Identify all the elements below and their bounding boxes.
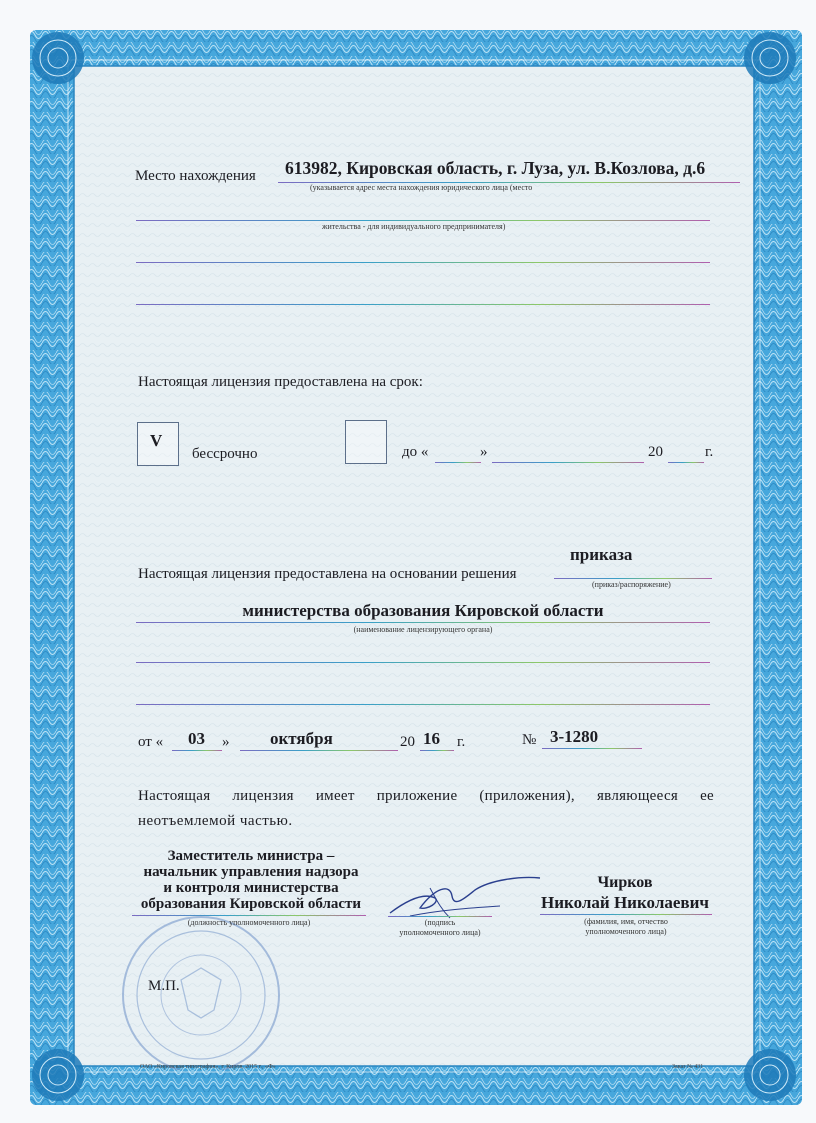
name-hint-1: (фамилия, имя, отчество — [584, 917, 668, 926]
order-note: Заказ № 431 — [672, 1064, 704, 1070]
address-hint-2: жительства - для индивидуального предпринимателя) — [322, 222, 506, 231]
appendix-text-1: Настоящая лицензия имеет приложение (приложения), являющееся ее — [138, 788, 714, 804]
until-year-prefix: 20 — [648, 444, 663, 460]
signatory-position — [120, 848, 382, 912]
signature-hint — [384, 918, 496, 938]
until-year-suffix: г. — [705, 444, 714, 460]
order-day-line — [172, 750, 222, 751]
name-hint — [540, 917, 712, 937]
signature-hint-2: уполномоченного лица) — [399, 928, 481, 937]
position-underline — [132, 915, 366, 916]
decision-hint: (приказ/распоряжение) — [592, 580, 671, 589]
authority-name: министерства образования Кировской области — [242, 601, 604, 620]
term-label: Настоящая лицензия предоставлена на срок: — [138, 374, 423, 390]
order-month: октября — [270, 729, 333, 748]
order-number-sign: № — [522, 732, 537, 748]
until-open: до « — [402, 444, 429, 460]
check-mark: V — [150, 431, 163, 450]
signature-hint-1: (подпись — [424, 918, 456, 927]
order-number-line — [542, 748, 642, 749]
indefinite-label: бессрочно — [192, 446, 258, 462]
until-close: » — [480, 444, 488, 460]
address-value: 613982, Кировская область, г. Луза, ул. В.Козлова, д.6 — [285, 158, 706, 178]
address-line-4 — [136, 304, 710, 305]
indefinite-checkbox[interactable] — [137, 422, 179, 466]
address-label: Место нахождения — [135, 168, 256, 184]
position-line-1: Заместитель министра – — [167, 848, 335, 864]
order-month-line — [240, 750, 398, 751]
order-year-line — [420, 750, 454, 751]
official-seal-icon — [96, 910, 306, 1070]
name-hint-2: уполномоченного лица) — [585, 927, 667, 936]
order-number: 3-1280 — [550, 727, 599, 746]
appendix-text-2: неотъемлемой частью. — [138, 813, 293, 829]
address-hint-1: (указывается адрес места нахождения юридического лица (место — [310, 183, 533, 192]
authority-hint: (наименование лицензирующего органа) — [353, 625, 493, 634]
order-from-open: от « — [138, 734, 164, 750]
name-underline — [540, 914, 712, 915]
position-line-4: образования Кировской области — [140, 896, 362, 912]
signatory-surname: Чирков — [597, 874, 653, 891]
order-year-suffix: г. — [457, 734, 466, 750]
decision-type: приказа — [570, 545, 633, 564]
address-line-2 — [136, 220, 710, 221]
order-day: 03 — [188, 729, 205, 748]
printer-note: ОАО «Кировская типография», г. Киров, 2015 г., «Ф» — [140, 1064, 276, 1070]
until-month-line — [492, 462, 644, 463]
authority-underline — [136, 622, 710, 623]
order-from-close: » — [222, 734, 230, 750]
seal-place-label: М.П. — [148, 978, 180, 994]
until-checkbox[interactable] — [345, 420, 387, 464]
until-year-line — [668, 462, 704, 463]
until-day-line — [435, 462, 481, 463]
basis-label: Настоящая лицензия предоставлена на основании решения — [138, 566, 517, 582]
authority-line-3 — [136, 704, 710, 705]
order-year-prefix: 20 — [400, 734, 415, 750]
order-year: 16 — [423, 729, 440, 748]
position-hint: (должность уполномоченного лица) — [187, 918, 311, 927]
position-line-2: начальник управления надзора — [143, 864, 359, 880]
signature-underline — [388, 916, 492, 917]
position-line-3: и контроля министерства — [163, 880, 339, 896]
decision-underline — [554, 578, 712, 579]
address-line-3 — [136, 262, 710, 263]
signatory-full-name: Николай Николаевич — [541, 893, 709, 912]
authority-line-2 — [136, 662, 710, 663]
